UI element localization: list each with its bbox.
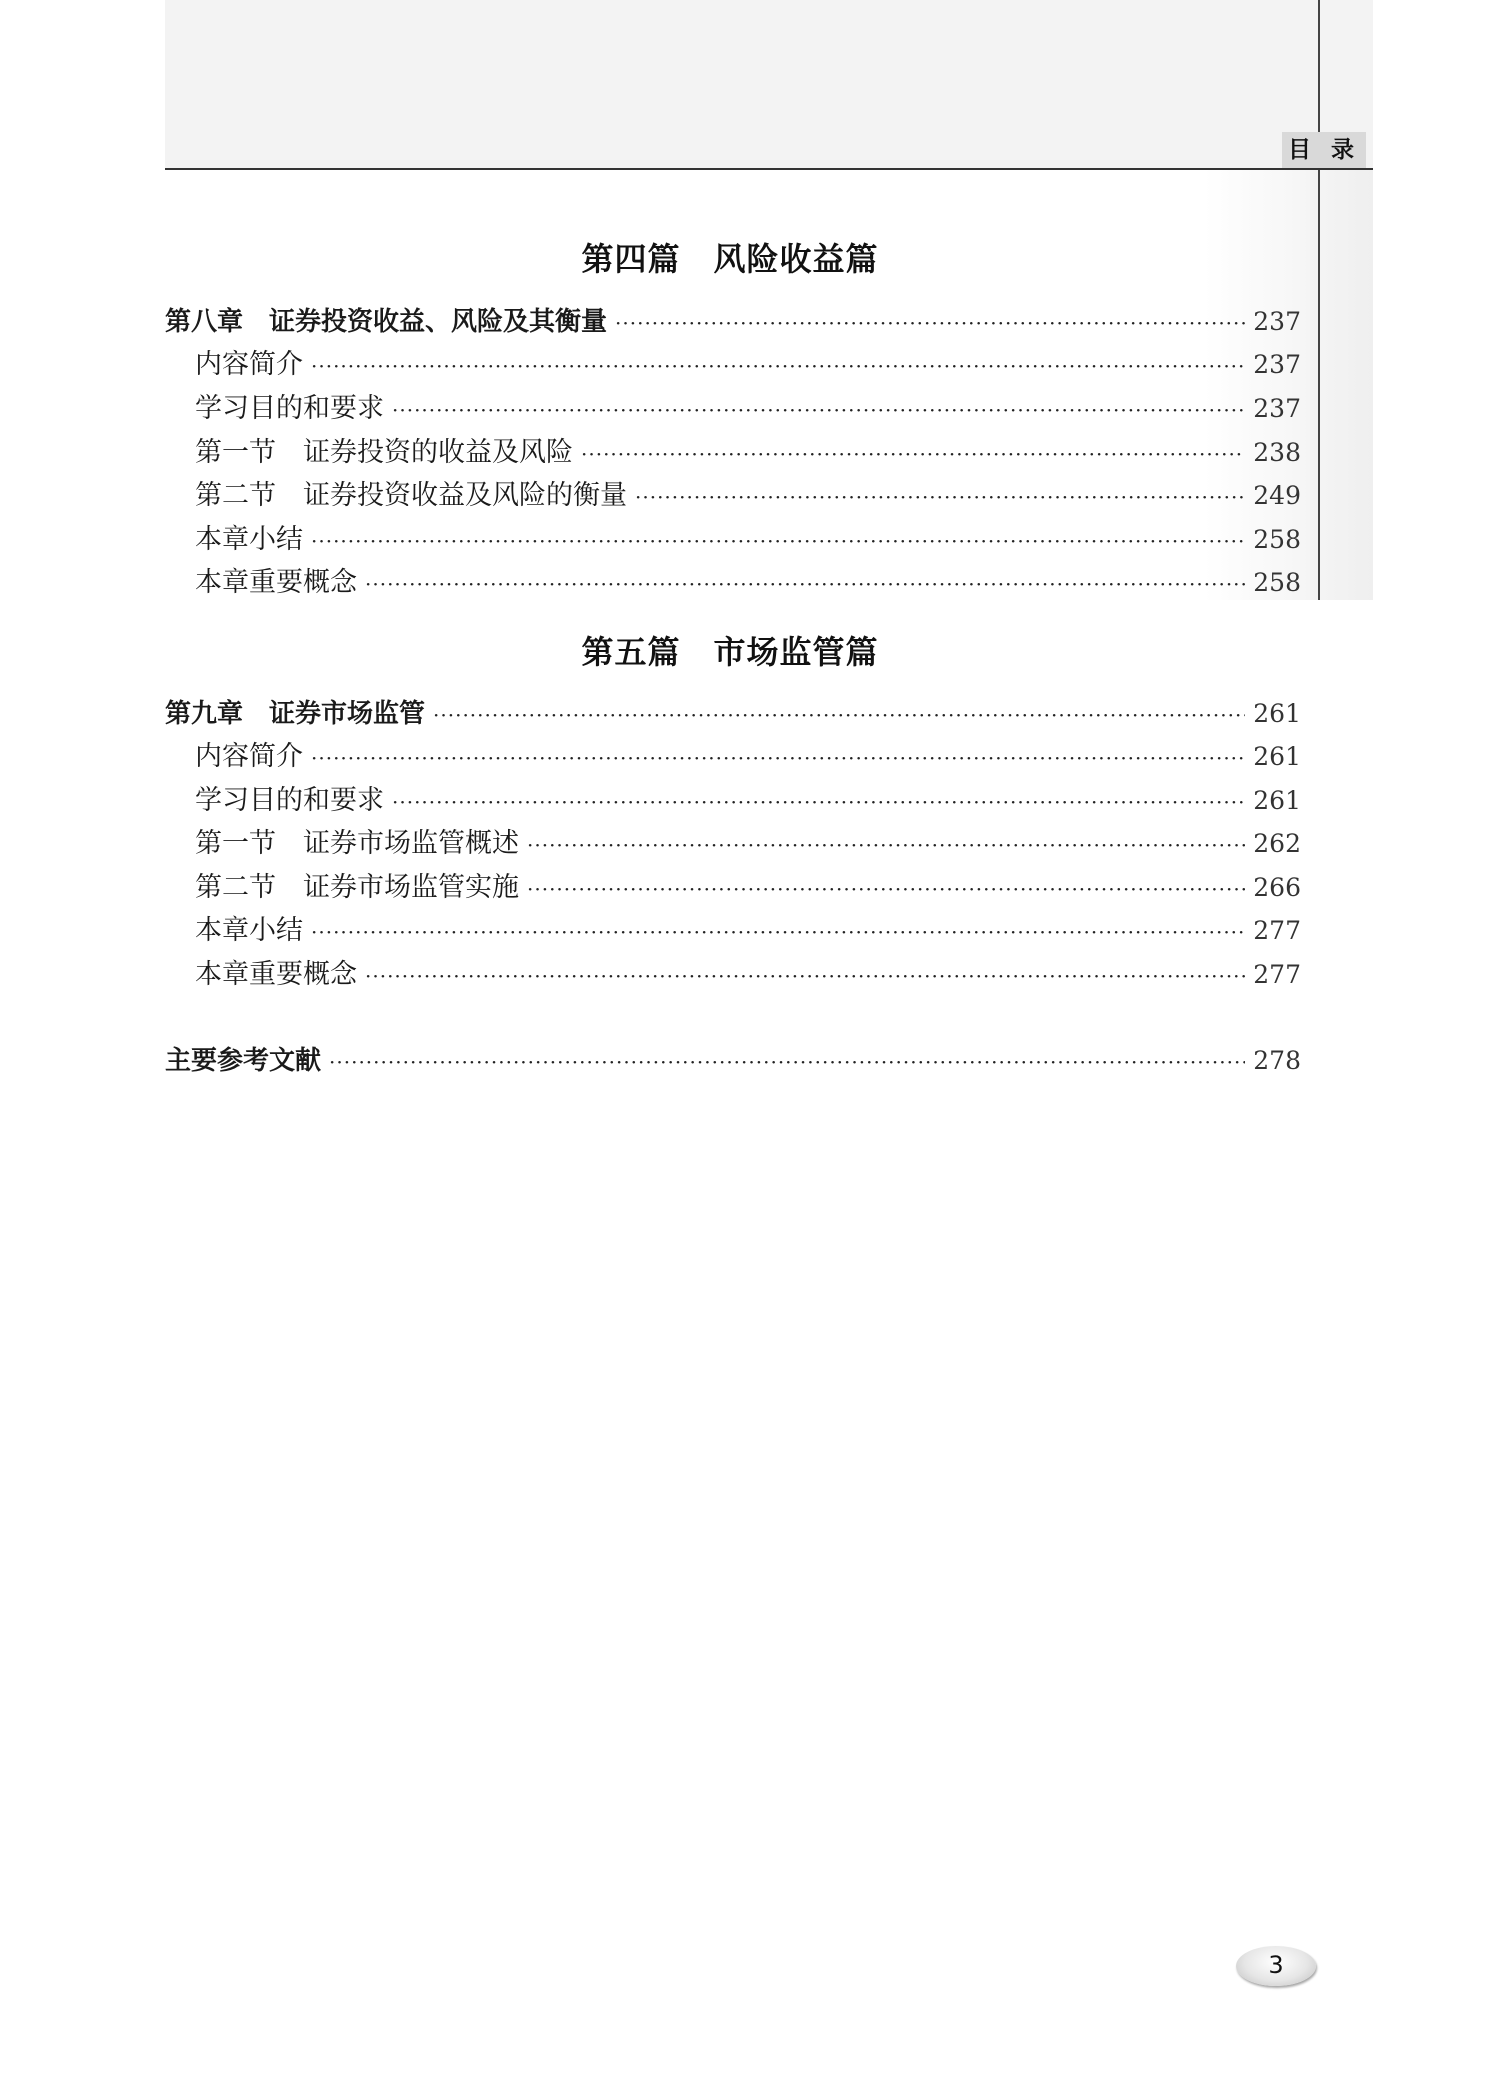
toc-page-number: 258 — [1253, 525, 1301, 554]
leader-dots — [392, 782, 1245, 822]
leader-dots — [311, 738, 1245, 778]
toc-entry-row[interactable] — [165, 433, 1301, 473]
toc-entry-label: 本章小结 — [195, 915, 303, 946]
toc-entry-row[interactable] — [165, 955, 1301, 995]
toc-entry-label: 内容简介 — [195, 741, 303, 772]
leader-dots — [365, 564, 1245, 604]
toc-entry-row[interactable] — [165, 476, 1301, 516]
toc-entry-row[interactable] — [165, 737, 1301, 777]
leader-dots — [311, 912, 1245, 952]
leader-dots — [311, 521, 1245, 561]
toc-entry-label: 本章小结 — [195, 524, 303, 555]
toc-chapter-label: 第八章 证券投资收益、风险及其衡量 — [165, 307, 608, 337]
toc-references-label: 主要参考文献 — [165, 1046, 322, 1076]
part-title: 第四篇 风险收益篇 — [581, 240, 879, 278]
toc-entry-label: 第二节 证券市场监管实施 — [195, 872, 519, 903]
toc-page-number: 238 — [1253, 438, 1301, 467]
toc-page-number: 262 — [1253, 829, 1301, 858]
leader-dots — [365, 956, 1245, 996]
toc-page-number: 249 — [1253, 481, 1301, 510]
toc-entry-row[interactable] — [165, 389, 1301, 429]
header-rule — [165, 168, 1373, 170]
leader-dots — [527, 825, 1245, 865]
toc-page-number: 261 — [1253, 742, 1301, 771]
toc-page-number: 261 — [1253, 786, 1301, 815]
leader-dots — [329, 1042, 1245, 1082]
toc-page-number: 237 — [1253, 307, 1301, 336]
toc-page-number: 277 — [1253, 916, 1301, 945]
header-band — [165, 0, 1373, 168]
toc-entry-row[interactable] — [165, 868, 1301, 908]
toc-chapter-row[interactable] — [165, 302, 1301, 342]
toc-chapter-row[interactable] — [165, 694, 1301, 734]
toc-entry-label: 内容简介 — [195, 349, 303, 380]
toc-page-number: 261 — [1253, 699, 1301, 728]
leader-dots — [433, 695, 1245, 735]
toc-entry-row[interactable] — [165, 563, 1301, 603]
toc-entry-label: 本章重要概念 — [195, 959, 357, 990]
toc-references-row[interactable] — [165, 1041, 1301, 1081]
toc-page-number: 237 — [1253, 394, 1301, 423]
toc-entry-row[interactable] — [165, 824, 1301, 864]
toc-page-number: 278 — [1253, 1046, 1301, 1075]
toc-entry-label: 学习目的和要求 — [195, 393, 384, 424]
toc-entry-label: 第一节 证券投资的收益及风险 — [195, 437, 573, 468]
toc-entry-label: 第二节 证券投资收益及风险的衡量 — [195, 480, 627, 511]
toc-entry-label: 第一节 证券市场监管概述 — [195, 828, 519, 859]
toc-page-number: 237 — [1253, 350, 1301, 379]
toc-page-number: 266 — [1253, 873, 1301, 902]
toc-entry-label: 学习目的和要求 — [195, 785, 384, 816]
toc-chapter-label: 第九章 证券市场监管 — [165, 699, 426, 729]
leader-dots — [581, 434, 1245, 474]
leader-dots — [527, 869, 1245, 909]
toc-page-number: 258 — [1253, 568, 1301, 597]
leader-dots — [635, 477, 1245, 517]
leader-dots — [615, 303, 1245, 343]
toc-entry-row[interactable] — [165, 781, 1301, 821]
toc-page-number: 277 — [1253, 960, 1301, 989]
vertical-rule — [1318, 0, 1320, 600]
leader-dots — [311, 346, 1245, 386]
toc-entry-row[interactable] — [165, 911, 1301, 951]
section-tab-contents: 目 录 — [1282, 132, 1366, 168]
page-number-badge: 3 — [1236, 1946, 1316, 1986]
toc-entry-label: 本章重要概念 — [195, 567, 357, 598]
toc-entry-row[interactable] — [165, 345, 1301, 385]
toc-entry-row[interactable] — [165, 520, 1301, 560]
part-title: 第五篇 市场监管篇 — [581, 633, 879, 671]
leader-dots — [392, 390, 1245, 430]
